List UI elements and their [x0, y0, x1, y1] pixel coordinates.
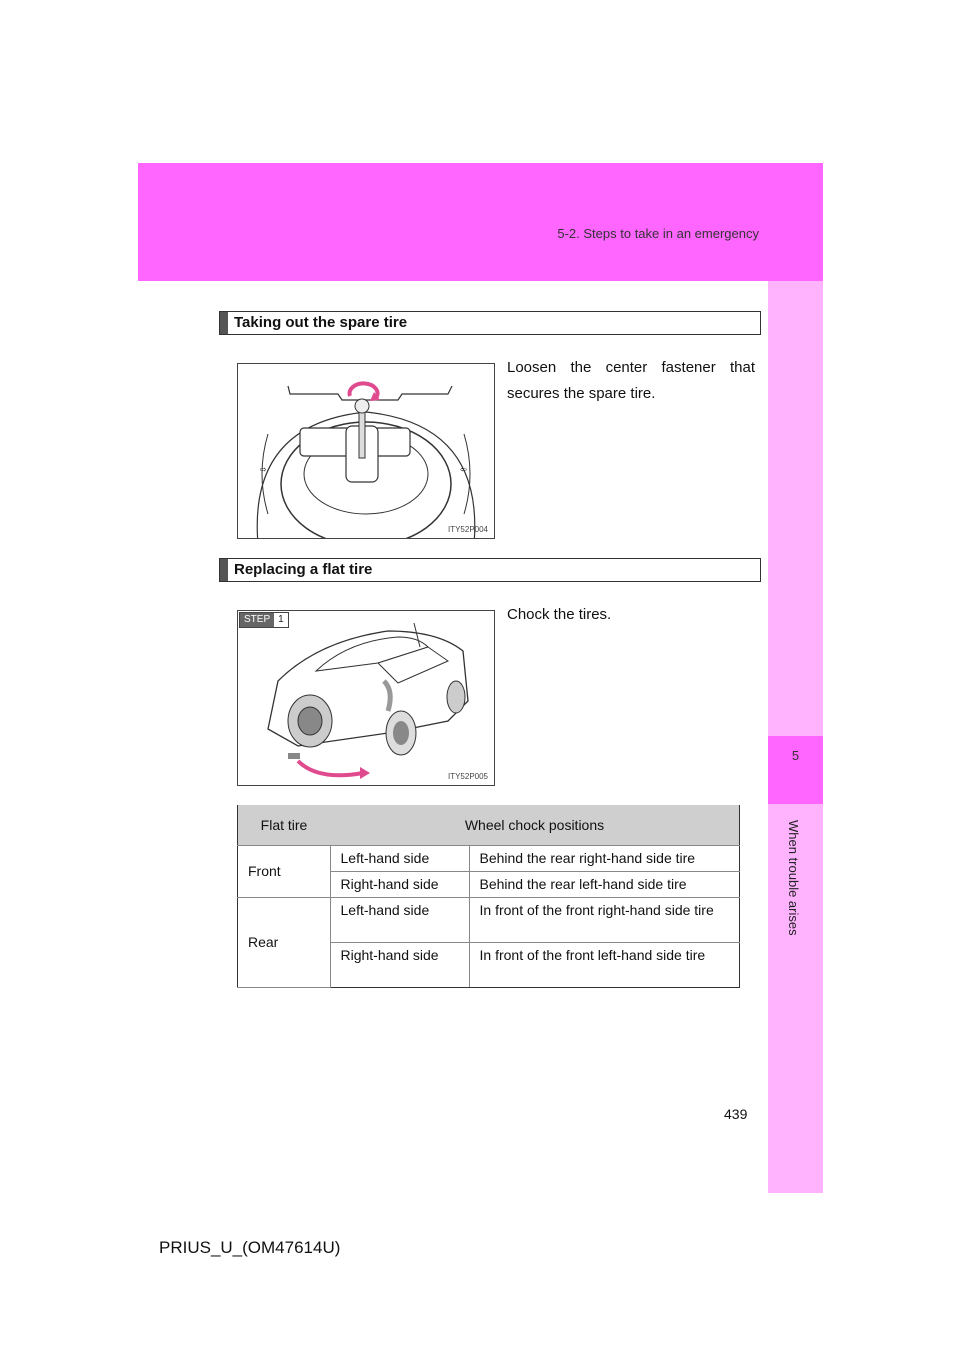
table-row: [238, 898, 740, 943]
cell-position: In front of the front right-hand side tire: [469, 898, 740, 943]
chock-tires-illustration: [237, 610, 495, 786]
section-heading-spare-tire: [219, 311, 761, 335]
side-tab-label: When trouble arises: [786, 820, 801, 936]
figure-code: ITY52P005: [447, 772, 488, 781]
page-number: 439: [724, 1106, 748, 1122]
figure-code: ITY52P004: [447, 525, 488, 534]
spare-tire-illustration: [237, 363, 495, 539]
cell-side: Left-hand side: [330, 898, 469, 943]
step-label: STEP: [240, 613, 274, 627]
instruction-loosen-fastener: Loosen the center fastener that secures the spare tire.: [507, 359, 755, 402]
svg-text:⇨: ⇨: [260, 465, 267, 474]
car-drawing: [238, 611, 494, 785]
cell-flat-tire: Front: [238, 846, 331, 898]
cell-position: Behind the rear right-hand side tire: [469, 846, 740, 872]
step-badge: [239, 612, 289, 628]
cell-flat-tire: Rear: [238, 898, 331, 988]
header-flat-tire: Flat tire: [238, 805, 331, 846]
table-header-row: [238, 805, 740, 846]
table-row: [238, 846, 740, 872]
side-tab-number: 5: [791, 748, 800, 763]
header-wheel-chock-positions: Wheel chock positions: [330, 805, 740, 846]
svg-text:⇦: ⇦: [460, 465, 467, 474]
spare-tire-drawing: [238, 364, 494, 538]
section-title: Taking out the spare tire: [234, 314, 408, 331]
header-band: [138, 163, 823, 281]
wheel-chock-table: [237, 805, 740, 988]
section-marker: [220, 312, 228, 334]
footer-document-id: PRIUS_U_(OM47614U): [159, 1238, 341, 1257]
side-tab-active: [768, 736, 823, 804]
cell-side: Right-hand side: [330, 872, 469, 898]
cell-position: In front of the front left-hand side tire: [469, 943, 740, 988]
step-number: 1: [274, 613, 288, 627]
cell-side: Right-hand side: [330, 943, 469, 988]
section-marker: [220, 559, 228, 581]
section-title: Replacing a flat tire: [234, 561, 373, 578]
cell-side: Left-hand side: [330, 846, 469, 872]
section-heading-flat-tire: [219, 558, 761, 582]
header-section-title: 5-2. Steps to take in an emergency: [557, 226, 759, 241]
cell-position: Behind the rear left-hand side tire: [469, 872, 740, 898]
instruction-chock-tires: Chock the tires.: [507, 606, 612, 623]
